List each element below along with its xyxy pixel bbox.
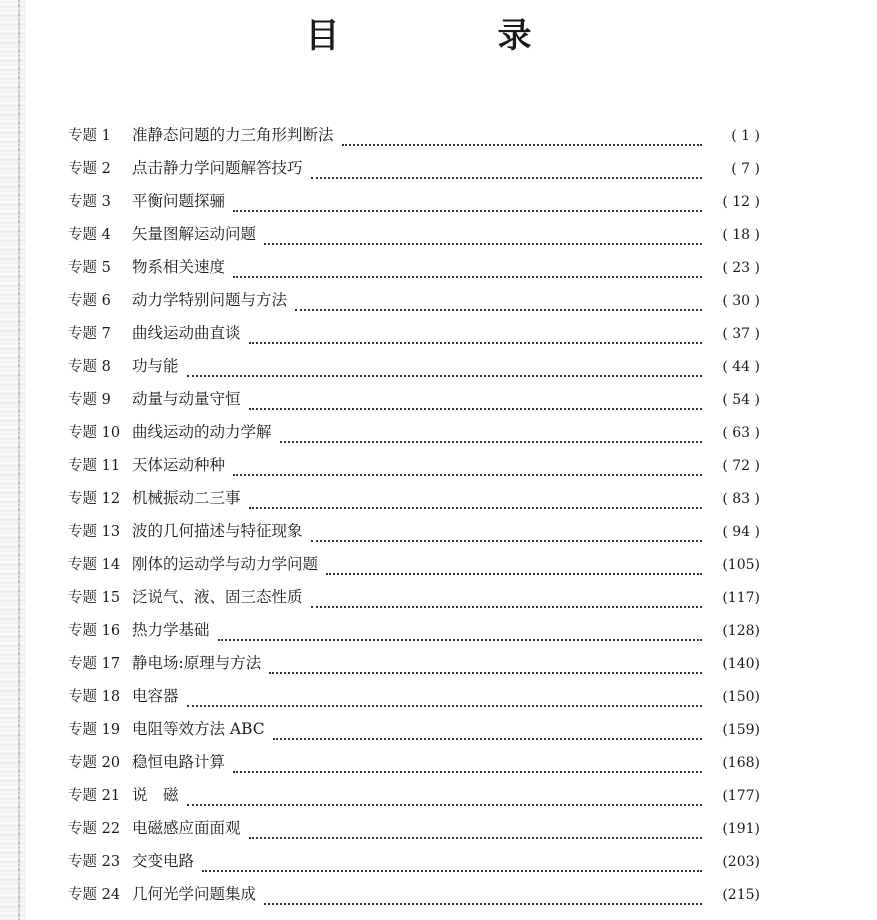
toc-entry-title: 动力学特别问题与方法 — [132, 291, 288, 309]
toc-entry-title: 曲线运动的动力学解 — [132, 423, 272, 441]
toc-entry[interactable] — [68, 416, 760, 449]
toc-entry[interactable] — [68, 350, 760, 383]
toc-entry-title: 说 磁 — [132, 786, 179, 804]
toc-entry-page: ( 44 ) — [722, 359, 760, 375]
toc-entry-title: 电阻等效方法 ABC — [132, 720, 265, 738]
toc-entry-page: (177) — [722, 788, 760, 804]
toc-entry[interactable] — [68, 746, 760, 779]
toc-entry-number: 专题 9 — [68, 392, 111, 408]
toc-entry-number: 专题 21 — [68, 788, 121, 804]
page-title: 目 录 — [305, 16, 594, 56]
toc-entry-page: ( 12 ) — [722, 194, 760, 210]
toc-dot-leader — [264, 243, 702, 245]
toc-dot-leader — [249, 342, 702, 344]
toc-entry-number: 专题 5 — [68, 260, 111, 276]
toc-entry-number: 专题 23 — [68, 854, 121, 870]
toc-entry-title: 点击静力学问题解答技巧 — [132, 159, 303, 177]
toc-entry-title: 动量与动量守恒 — [132, 390, 241, 408]
toc-dot-leader — [273, 738, 702, 740]
toc-entry-page: (150) — [722, 689, 760, 705]
toc-dot-leader — [187, 375, 702, 377]
toc-dot-leader — [342, 144, 702, 146]
toc-entry-title: 热力学基础 — [132, 621, 210, 639]
toc-entry-page: (105) — [722, 557, 760, 573]
toc-entry[interactable] — [68, 185, 760, 218]
toc-entry[interactable] — [68, 515, 760, 548]
toc-entry-number: 专题 3 — [68, 194, 111, 210]
toc-entry[interactable] — [68, 548, 760, 581]
toc-dot-leader — [311, 177, 702, 179]
toc-dot-leader — [311, 606, 702, 608]
toc-entry-number: 专题 22 — [68, 821, 121, 837]
toc-entry-page: ( 54 ) — [722, 392, 760, 408]
toc-dot-leader — [218, 639, 702, 641]
toc-entry-number: 专题 15 — [68, 590, 121, 606]
toc-entry-page: ( 63 ) — [722, 425, 760, 441]
toc-entry-page: (140) — [722, 656, 760, 672]
toc-entry-page: (191) — [722, 821, 760, 837]
toc-dot-leader — [233, 276, 702, 278]
toc-entry[interactable] — [68, 383, 760, 416]
toc-entry-number: 专题 6 — [68, 293, 111, 309]
toc-dot-leader — [326, 573, 702, 575]
scan-edge-shadow — [0, 0, 26, 920]
toc-entry-page: ( 94 ) — [722, 524, 760, 540]
toc-entry[interactable] — [68, 845, 760, 878]
toc-entry[interactable] — [68, 812, 760, 845]
toc-entry-number: 专题 14 — [68, 557, 121, 573]
toc-entry-title: 平衡问题探骊 — [132, 192, 226, 210]
toc-entry-title: 静电场:原理与方法 — [132, 654, 262, 672]
scan-binding-line — [18, 0, 20, 920]
toc-entry-title: 电磁感应面面观 — [132, 819, 241, 837]
toc-entry-number: 专题 13 — [68, 524, 121, 540]
toc-entry-title: 矢量图解运动问题 — [132, 225, 257, 243]
toc-entry-page: (159) — [722, 722, 760, 738]
toc-entry[interactable] — [68, 878, 760, 911]
toc-entry[interactable] — [68, 614, 760, 647]
toc-dot-leader — [249, 408, 702, 410]
toc-entry-page: ( 83 ) — [722, 491, 760, 507]
toc-entry-number: 专题 19 — [68, 722, 121, 738]
toc-entry-title: 交变电路 — [132, 852, 195, 870]
toc-entry-number: 专题 4 — [68, 227, 111, 243]
toc-entry-number: 专题 16 — [68, 623, 121, 639]
toc-entry-page: ( 18 ) — [722, 227, 760, 243]
toc-entry[interactable] — [68, 449, 760, 482]
toc-entry-page: ( 23 ) — [722, 260, 760, 276]
toc-entry-number: 专题 2 — [68, 161, 111, 177]
toc-dot-leader — [269, 672, 702, 674]
toc-entry-number: 专题 20 — [68, 755, 121, 771]
toc-entry-title: 刚体的运动学与动力学问题 — [132, 555, 319, 573]
toc-entry-number: 专题 18 — [68, 689, 121, 705]
toc-entry[interactable] — [68, 581, 760, 614]
toc-entry[interactable] — [68, 779, 760, 812]
toc-entry-number: 专题 8 — [68, 359, 111, 375]
toc-entry-page: ( 1 ) — [731, 128, 760, 144]
toc-entry-page: (117) — [722, 590, 760, 606]
toc-dot-leader — [202, 870, 702, 872]
toc-entry-title: 曲线运动曲直谈 — [132, 324, 241, 342]
toc-entry-page: (215) — [722, 887, 760, 903]
toc-entry-title: 稳恒电路计算 — [132, 753, 226, 771]
toc-entry-title: 功与能 — [132, 357, 179, 375]
toc-entry-number: 专题 24 — [68, 887, 121, 903]
toc-entry-number: 专题 12 — [68, 491, 121, 507]
toc-entry[interactable] — [68, 251, 760, 284]
toc-entry-title: 波的几何描述与特征现象 — [132, 522, 303, 540]
toc-dot-leader — [187, 705, 702, 707]
toc-entry[interactable] — [68, 317, 760, 350]
toc-entry-title: 电容器 — [132, 687, 179, 705]
toc-entry-title: 机械振动二三事 — [132, 489, 241, 507]
toc-dot-leader — [233, 210, 702, 212]
toc-entry-number: 专题 7 — [68, 326, 111, 342]
table-of-contents — [68, 119, 760, 911]
toc-entry-title: 几何光学问题集成 — [132, 885, 257, 903]
toc-dot-leader — [249, 837, 702, 839]
toc-entry-number: 专题 10 — [68, 425, 121, 441]
toc-entry[interactable] — [68, 284, 760, 317]
toc-entry-page: ( 37 ) — [722, 326, 760, 342]
toc-entry-title: 泛说气、液、固三态性质 — [132, 588, 303, 606]
toc-entry[interactable] — [68, 218, 760, 251]
toc-dot-leader — [280, 441, 702, 443]
toc-dot-leader — [233, 771, 702, 773]
toc-entry-title: 天体运动种种 — [132, 456, 226, 474]
toc-entry[interactable] — [68, 152, 760, 185]
toc-entry-number: 专题 11 — [68, 458, 121, 474]
toc-entry-number: 专题 17 — [68, 656, 121, 672]
toc-entry-page: (128) — [722, 623, 760, 639]
toc-entry-number: 专题 1 — [68, 128, 111, 144]
toc-dot-leader — [264, 903, 702, 905]
toc-entry[interactable] — [68, 680, 760, 713]
toc-dot-leader — [295, 309, 702, 311]
toc-entry-title: 准静态问题的力三角形判断法 — [132, 126, 334, 144]
toc-entry-page: ( 7 ) — [731, 161, 760, 177]
toc-entry-title: 物系相关速度 — [132, 258, 226, 276]
toc-entry[interactable] — [68, 647, 760, 680]
toc-entry[interactable] — [68, 713, 760, 746]
toc-entry-page: (203) — [722, 854, 760, 870]
toc-entry[interactable] — [68, 482, 760, 515]
toc-dot-leader — [187, 804, 702, 806]
toc-entry-page: ( 72 ) — [722, 458, 760, 474]
toc-dot-leader — [233, 474, 702, 476]
toc-entry-page: (168) — [722, 755, 760, 771]
toc-dot-leader — [311, 540, 702, 542]
toc-entry-page: ( 30 ) — [722, 293, 760, 309]
toc-dot-leader — [249, 507, 702, 509]
toc-entry[interactable] — [68, 119, 760, 152]
